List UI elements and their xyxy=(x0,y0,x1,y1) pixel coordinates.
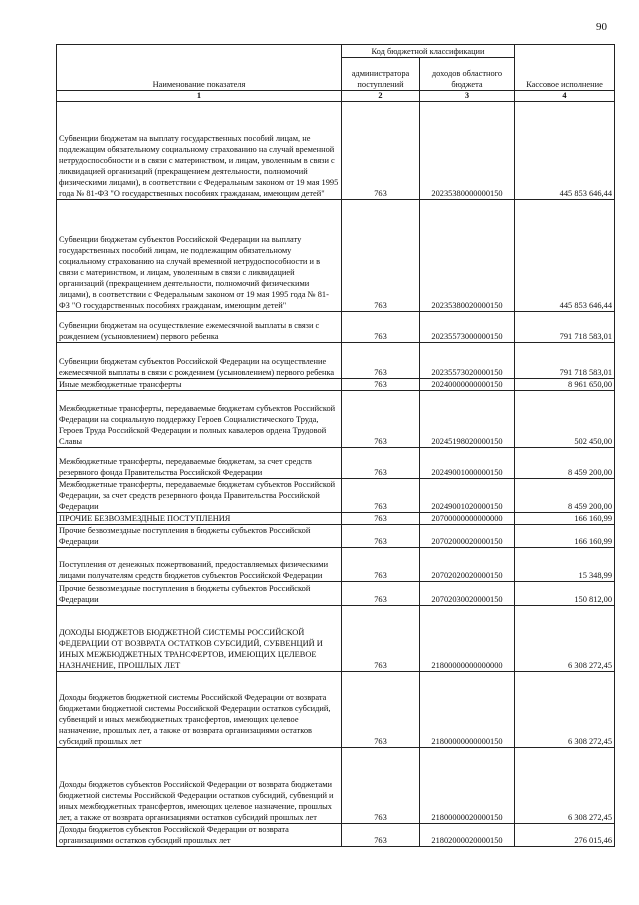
row-name: Субвенции бюджетам субъектов Российской Федерации на выплату государственных пособий лицам, не подлежащим обязательному социальному страхованию на случай временной нетрудоспособности и в связи с материнством, и лицам, уволенным в связи с ликвидацией организаций (прекращением деятельности, полномочий физическими лицами), в соответствии с Федеральным законом от 19 мая 1995 года № 81-ФЗ "О государственных пособиях гражданам, имеющим детей" xyxy=(57,200,342,312)
row-name: ДОХОДЫ БЮДЖЕТОВ БЮДЖЕТНОЙ СИСТЕМЫ РОССИЙСКОЙ ФЕДЕРАЦИИ ОТ ВОЗВРАТА ОСТАТКОВ СУБСИДИЙ, СУБВЕНЦИЙ И ИНЫХ МЕЖБЮДЖЕТНЫХ ТРАНСФЕРТОВ, ИМЕЮЩИХ ЦЕЛЕВОЕ НАЗНАЧЕНИЕ, ПРОШЛЫХ ЛЕТ xyxy=(57,606,342,672)
row-amount: 8 961 650,00 xyxy=(515,379,615,391)
page-number: 90 xyxy=(596,21,607,33)
table-row xyxy=(57,582,615,606)
table-row xyxy=(57,379,615,391)
row-code: 20249001020000150 xyxy=(420,479,515,513)
row-code: 20700000000000000 xyxy=(420,513,515,525)
row-code: 20235380020000150 xyxy=(420,200,515,312)
row-code: 21800000000000150 xyxy=(420,672,515,748)
col-number: 1 xyxy=(57,91,342,102)
row-code: 21802000020000150 xyxy=(420,824,515,847)
table-row xyxy=(57,200,615,312)
header-execution: Кассовое исполнение xyxy=(515,45,615,91)
table-row xyxy=(57,525,615,548)
row-name: Субвенции бюджетам на осуществление ежемесячной выплаты в связи с рождением (усыновлением) первого ребенка xyxy=(57,312,342,343)
table-row xyxy=(57,513,615,525)
row-name: Доходы бюджетов субъектов Российской Федерации от возврата бюджетами бюджетной системы Российской Федерации остатков субсидий, субвенций и иных межбюджетных трансфертов, имеющих целевое назначение, прошлых лет, а также от возврата организациями остатков субсидий прошлых лет xyxy=(57,748,342,824)
row-name: Прочие безвозмездные поступления в бюджеты субъектов Российской Федерации xyxy=(57,525,342,548)
row-amount: 445 853 646,44 xyxy=(515,102,615,200)
table-row xyxy=(57,312,615,343)
row-code: 21800000020000150 xyxy=(420,748,515,824)
row-code: 20702020020000150 xyxy=(420,548,515,582)
row-admin: 763 xyxy=(342,582,420,606)
row-admin: 763 xyxy=(342,513,420,525)
row-admin: 763 xyxy=(342,525,420,548)
row-code: 21800000000000000 xyxy=(420,606,515,672)
row-name: Прочие безвозмездные поступления в бюджеты субъектов Российской Федерации xyxy=(57,582,342,606)
header-name: Наименование показателя xyxy=(57,45,342,91)
row-admin: 763 xyxy=(342,824,420,847)
row-amount: 8 459 200,00 xyxy=(515,448,615,479)
row-name: ПРОЧИЕ БЕЗВОЗМЕЗДНЫЕ ПОСТУПЛЕНИЯ xyxy=(57,513,342,525)
table-row xyxy=(57,548,615,582)
header-income: доходов областного бюджета xyxy=(420,58,515,91)
row-amount: 166 160,99 xyxy=(515,513,615,525)
table-row xyxy=(57,824,615,847)
row-code: 20235380000000150 xyxy=(420,102,515,200)
col-number: 3 xyxy=(420,91,515,102)
row-admin: 763 xyxy=(342,312,420,343)
header-code-group: Код бюджетной классификации xyxy=(342,45,515,58)
column-numbers-row xyxy=(57,91,615,102)
header-admin: администратора поступлений xyxy=(342,58,420,91)
row-admin: 763 xyxy=(342,606,420,672)
col-number: 2 xyxy=(342,91,420,102)
row-amount: 502 450,00 xyxy=(515,391,615,448)
row-code: 20702000020000150 xyxy=(420,525,515,548)
row-name: Субвенции бюджетам субъектов Российской Федерации на осуществление ежемесячной выплаты в связи с рождением (усыновлением) первого ребенка xyxy=(57,343,342,379)
table-row xyxy=(57,748,615,824)
row-amount: 8 459 200,00 xyxy=(515,479,615,513)
row-name: Поступления от денежных пожертвований, предоставляемых физическими лицами получателям средств бюджетов субъектов Российской Федерации xyxy=(57,548,342,582)
row-name: Доходы бюджетов субъектов Российской Федерации от возврата организациями остатков субсидий прошлых лет xyxy=(57,824,342,847)
row-admin: 763 xyxy=(342,672,420,748)
row-admin: 763 xyxy=(342,343,420,379)
row-admin: 763 xyxy=(342,391,420,448)
table-row xyxy=(57,343,615,379)
row-admin: 763 xyxy=(342,102,420,200)
row-name: Доходы бюджетов бюджетной системы Российской Федерации от возврата бюджетами бюджетной системы Российской Федерации остатков субсидий, субвенций и иных межбюджетных трансфертов, имеющих целевое назначение, прошлых лет, а также от возврата организациями остатков субсидий прошлых лет xyxy=(57,672,342,748)
row-name: Иные межбюджетные трансферты xyxy=(57,379,342,391)
row-amount: 166 160,99 xyxy=(515,525,615,548)
table-row xyxy=(57,606,615,672)
row-name: Межбюджетные трансферты, передаваемые бюджетам, за счет средств резервного фонда Правительства Российской Федерации xyxy=(57,448,342,479)
row-amount: 791 718 583,01 xyxy=(515,343,615,379)
budget-table xyxy=(56,44,615,847)
row-name: Межбюджетные трансферты, передаваемые бюджетам субъектов Российской Федерации, за счет средств резервного фонда Правительства Российской Федерации xyxy=(57,479,342,513)
table-row xyxy=(57,672,615,748)
row-admin: 763 xyxy=(342,748,420,824)
row-amount: 445 853 646,44 xyxy=(515,200,615,312)
table-row xyxy=(57,479,615,513)
row-admin: 763 xyxy=(342,548,420,582)
col-number: 4 xyxy=(515,91,615,102)
row-admin: 763 xyxy=(342,200,420,312)
row-name: Межбюджетные трансферты, передаваемые бюджетам субъектов Российской Федерации на социальную поддержку Героев Социалистического Труда, Героев Труда Российской Федерации и полных кавалеров ордена Трудовой Славы xyxy=(57,391,342,448)
row-name: Субвенции бюджетам на выплату государственных пособий лицам, не подлежащим обязательному социальному страхованию на случай временной нетрудоспособности и в связи с материнством, и лицам, уволенным в связи с ликвидацией организаций (прекращением деятельности, полномочий физическими лицами), в соответствии с Федеральным законом от 19 мая 1995 года № 81-ФЗ "О государственных пособиях гражданам, имеющим детей" xyxy=(57,102,342,200)
row-code: 20245198020000150 xyxy=(420,391,515,448)
row-amount: 15 348,99 xyxy=(515,548,615,582)
row-admin: 763 xyxy=(342,448,420,479)
table-row xyxy=(57,391,615,448)
row-amount: 150 812,00 xyxy=(515,582,615,606)
row-code: 20249001000000150 xyxy=(420,448,515,479)
row-admin: 763 xyxy=(342,379,420,391)
row-amount: 6 308 272,45 xyxy=(515,672,615,748)
row-code: 20235573020000150 xyxy=(420,343,515,379)
table-row xyxy=(57,102,615,200)
row-code: 20702030020000150 xyxy=(420,582,515,606)
row-amount: 276 015,46 xyxy=(515,824,615,847)
row-amount: 6 308 272,45 xyxy=(515,748,615,824)
row-amount: 791 718 583,01 xyxy=(515,312,615,343)
table-row xyxy=(57,448,615,479)
row-admin: 763 xyxy=(342,479,420,513)
row-code: 20235573000000150 xyxy=(420,312,515,343)
row-code: 20240000000000150 xyxy=(420,379,515,391)
row-amount: 6 308 272,45 xyxy=(515,606,615,672)
